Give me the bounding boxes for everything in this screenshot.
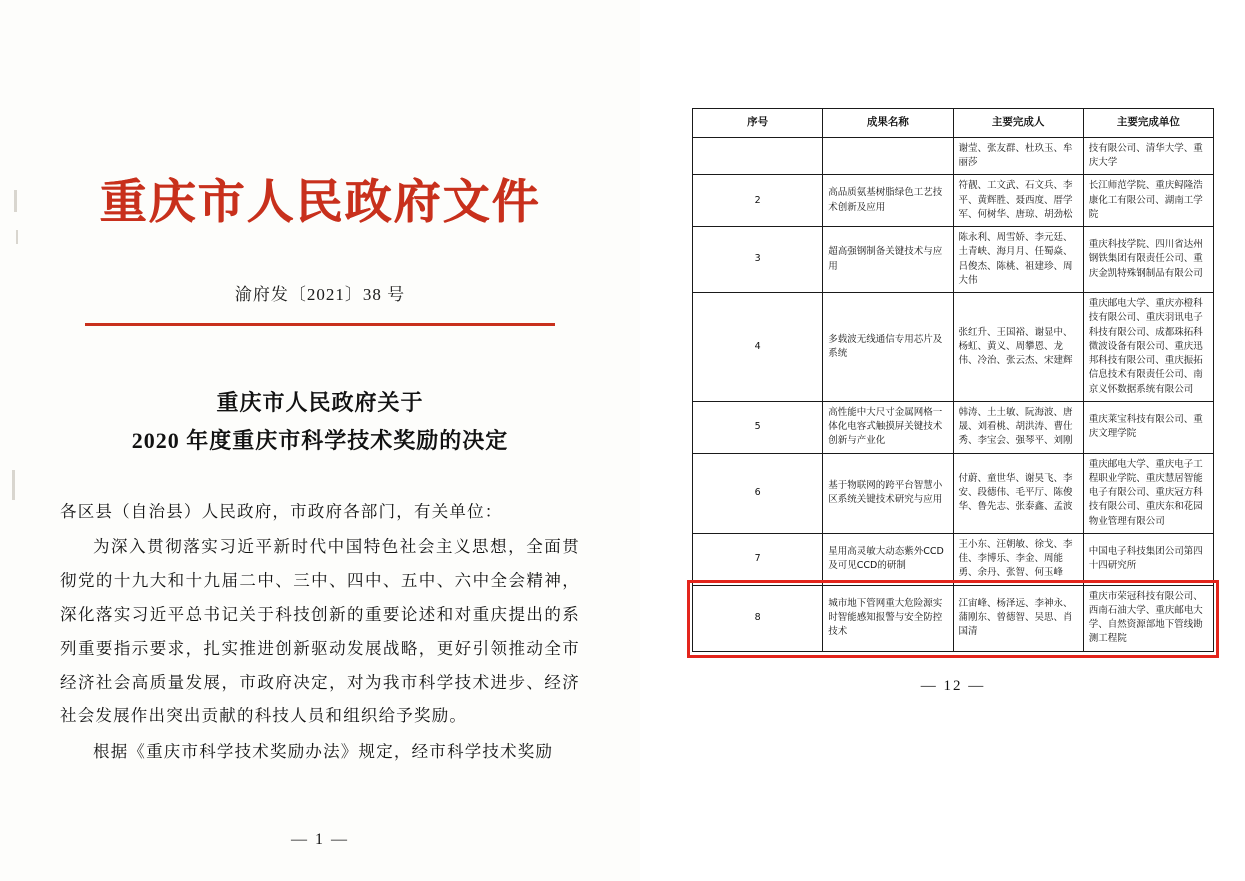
- right-page-number: — 12 —: [920, 678, 986, 694]
- cell-org: 重庆市荣冠科技有限公司、西南石油大学、重庆邮电大学、自然资源部地下管线勘测工程院: [1083, 585, 1213, 651]
- cell-people: 符靓、工文武、石文兵、李平、黄辉胜、聂西度、厝学军、何树华、唐琼、胡劲松: [953, 175, 1083, 227]
- award-table: [692, 108, 1214, 652]
- left-page-number: — 1 —: [291, 831, 349, 848]
- table-row: [693, 401, 1214, 453]
- body-paragraph-1: 为深入贯彻落实习近平新时代中国特色社会主义思想，全面贯彻党的十九大和十九届二中、三中、四中、五中、六中全会精神，深化落实习近平总书记关于科技创新的重要论述和对重庆提出的系列重要指示要求，扎实推进创新驱动发展战略，更好引领推动全市经济社会高质量发展，市政府决定，对为我市科学技术进步、经济社会发展作出突出贡献的科技人员和组织给予奖励。: [60, 537, 580, 726]
- cell-org: 重庆邮电大学、重庆亦橙科技有限公司、重庆羽讯电子科技有限公司、成都珠拓科微波设备有限公司、重庆迅邦科技有限公司、重庆振拓信息技术有限责任公司、南京义怀数据系统有限公司: [1083, 293, 1213, 402]
- cell-people: 谢莹、张友群、杜玖玉、牟丽莎: [953, 137, 1083, 175]
- cell-org: 重庆科技学院、四川省达州钢铁集团有限责任公司、重庆金凯特殊钢制品有限公司: [1083, 227, 1213, 293]
- cell-name: 高品质氨基树脂绿色工艺技术创新及应用: [823, 175, 953, 227]
- cell-people: 韩涛、土土敏、阮海波、唐晟、刘看桃、胡洪涛、曹仕秀、李宝会、强琴平、刘刚: [953, 401, 1083, 453]
- table-row: [693, 453, 1214, 533]
- cell-people: 王小东、汪朝敏、徐戈、李佳、李博乐、李金、周能勇、余丹、张智、何玉峰: [953, 533, 1083, 585]
- scan-artifact: [14, 190, 17, 212]
- decision-heading: [60, 384, 580, 461]
- cell-name: 超高强钢制备关键技术与应用: [823, 227, 953, 293]
- body-paragraph-salutation: 各区县（自治县）人民政府，市政府各部门，有关单位：: [60, 501, 503, 521]
- cell-org: 技有限公司、清华大学、重庆大学: [1083, 137, 1213, 175]
- column-header-org: 主要完成单位: [1083, 109, 1213, 138]
- scan-artifact: [12, 470, 15, 500]
- cell-org: 重庆邮电大学、重庆电子工程职业学院、重庆慧居智能电子有限公司、重庆冠方科技有限公司、重庆东和花园物业管理有限公司: [1083, 453, 1213, 533]
- column-header-name: 成果名称: [823, 109, 953, 138]
- cell-no: 7: [693, 533, 823, 585]
- column-header-people: 主要完成人: [953, 109, 1083, 138]
- award-table-wrapper: [692, 108, 1214, 652]
- cell-name: [823, 137, 953, 175]
- cell-org: 长江师范学院、重庆鲟隆浩康化工有限公司、湖南工学院: [1083, 175, 1213, 227]
- document-body: [60, 495, 580, 770]
- table-row: [693, 585, 1214, 651]
- government-document-title: 重庆市人民政府文件: [99, 175, 541, 230]
- body-paragraph-2: 根据《重庆市科学技术奖励办法》规定，经市科学技术奖励: [93, 742, 554, 762]
- table-row: [693, 533, 1214, 585]
- cell-name: 城市地下管网重大危险源实时智能感知报警与安全防控技术: [823, 585, 953, 651]
- cell-org: 中国电子科技集团公司第四十四研究所: [1083, 533, 1213, 585]
- cell-no: [693, 137, 823, 175]
- decision-heading-line2: 2020 年度重庆市科学技术奖励的决定: [131, 428, 509, 453]
- cell-people: 陈永利、周雪娇、李元廷、土青峡、海月月、任蜀焱、吕俊杰、陈桃、祖建珍、周大伟: [953, 227, 1083, 293]
- table-header-row: [693, 109, 1214, 138]
- table-row: [693, 293, 1214, 402]
- cell-people: 张红升、王国裕、谢显中、杨虹、黄义、周攀恩、龙伟、冷治、张云杰、宋建辉: [953, 293, 1083, 402]
- column-header-no: 序号: [693, 109, 823, 138]
- cell-name: 星用高灵敏大动态紫外CCD及可见CCD的研制: [823, 533, 953, 585]
- scan-artifact: [16, 230, 18, 244]
- document-number: 渝府发〔2021〕38 号: [234, 285, 406, 304]
- right-document-page: [640, 0, 1245, 881]
- cell-no: 5: [693, 401, 823, 453]
- table-row: [693, 137, 1214, 175]
- cell-name: 多载波无线通信专用芯片及系统: [823, 293, 953, 402]
- table-row: [693, 227, 1214, 293]
- red-divider-rule: [85, 323, 555, 326]
- cell-name: 基于物联网的跨平台智慧小区系统关键技术研究与应用: [823, 453, 953, 533]
- cell-people: 江宙峰、杨泽远、李神永、蒲刚东、曾德智、吴思、肖国清: [953, 585, 1083, 651]
- cell-no: 8: [693, 585, 823, 651]
- cell-no: 2: [693, 175, 823, 227]
- award-table-head: [693, 109, 1214, 138]
- cell-name: 高性能中大尺寸金属网格一体化电容式触摸屏关键技术创新与产业化: [823, 401, 953, 453]
- cell-no: 4: [693, 293, 823, 402]
- cell-no: 3: [693, 227, 823, 293]
- cell-no: 6: [693, 453, 823, 533]
- cell-people: 付蔚、童世华、谢昊飞、李安、段德伟、毛平厅、陈俊华、鲁先志、张泰鑫、孟波: [953, 453, 1083, 533]
- decision-heading-line1: 重庆市人民政府关于: [216, 389, 424, 415]
- cell-org: 重庆莱宝科技有限公司、重庆文理学院: [1083, 401, 1213, 453]
- award-table-body: [693, 137, 1214, 651]
- table-row: [693, 175, 1214, 227]
